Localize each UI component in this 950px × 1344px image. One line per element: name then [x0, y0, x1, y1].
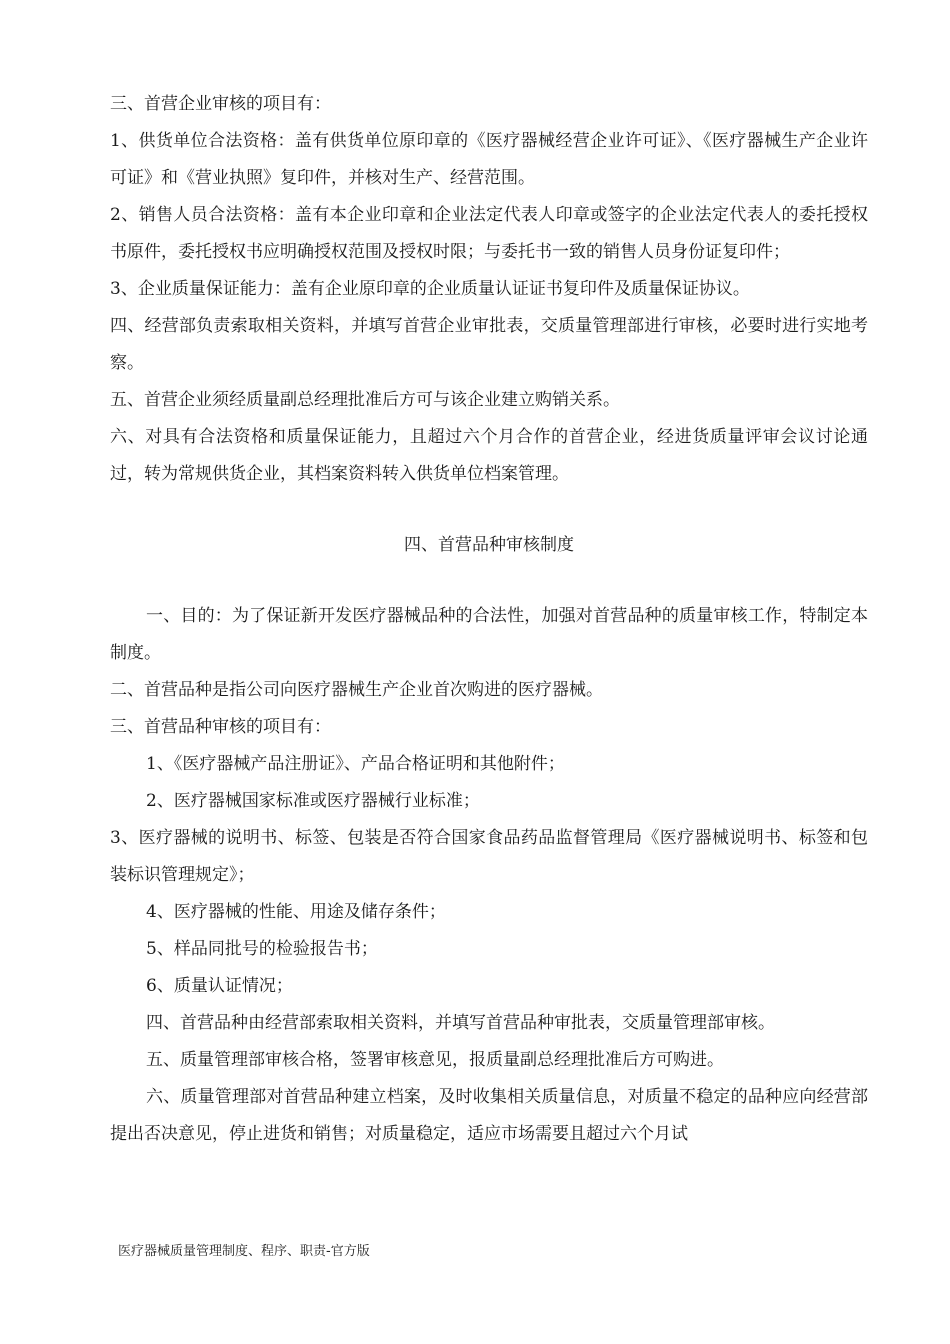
paragraph: 3、企业质量保证能力：盖有企业原印章的企业质量认证证书复印件及质量保证协议。: [110, 279, 750, 299]
list-item: 6、质量认证情况；: [146, 976, 293, 996]
paragraph: 三、首营企业审核的项目有：: [110, 94, 331, 114]
list-item: 3、医疗器械的说明书、标签、包装是否符合国家食品药品监督管理局《医疗器械说明书、标签和包装标识管理规定》；: [110, 828, 868, 885]
list-item: 5、样品同批号的检验报告书；: [146, 939, 378, 959]
paragraph: 五、质量管理部审核合格，签署审核意见，报质量副总经理批准后方可购进。: [146, 1050, 724, 1070]
document-body: [110, 86, 868, 1153]
list-item: 2、医疗器械国家标准或医疗器械行业标准；: [146, 791, 480, 811]
list-item: 4、医疗器械的性能、用途及储存条件；: [146, 902, 446, 922]
paragraph: 六、对具有合法资格和质量保证能力，且超过六个月合作的首营企业，经进货质量评审会议讨论通过，转为常规供货企业，其档案资料转入供货单位档案管理。: [110, 427, 868, 484]
section-heading: 四、首营品种审核制度: [404, 535, 574, 555]
paragraph: 四、首营品种由经营部索取相关资料，并填写首营品种审批表，交质量管理部审核。: [146, 1013, 775, 1033]
paragraph: 二、首营品种是指公司向医疗器械生产企业首次购进的医疗器械。: [110, 680, 603, 700]
paragraph: 四、经营部负责索取相关资料，并填写首营企业审批表，交质量管理部进行审核，必要时进行实地考察。: [110, 316, 868, 373]
paragraph: 一、目的：为了保证新开发医疗器械品种的合法性，加强对首营品种的质量审核工作，特制定本制度。: [110, 606, 868, 663]
paragraph: 五、首营企业须经质量副总经理批准后方可与该企业建立购销关系。: [110, 390, 620, 410]
paragraph: 六、质量管理部对首营品种建立档案，及时收集相关质量信息，对质量不稳定的品种应向经营部提出否决意见，停止进货和销售；对质量稳定，适应市场需要且超过六个月试: [110, 1087, 868, 1144]
paragraph: 三、首营品种审核的项目有：: [110, 717, 331, 737]
list-item: 1、《医疗器械产品注册证》、产品合格证明和其他附件；: [146, 754, 565, 774]
paragraph: 2、销售人员合法资格：盖有本企业印章和企业法定代表人印章或签字的企业法定代表人的委托授权书原件，委托授权书应明确授权范围及授权时限；与委托书一致的销售人员身份证复印件；: [110, 205, 868, 262]
page-footer: 医疗器械质量管理制度、程序、职责-官方版: [118, 1244, 370, 1259]
paragraph: 1、供货单位合法资格：盖有供货单位原印章的《医疗器械经营企业许可证》、《医疗器械生产企业许可证》和《营业执照》复印件，并核对生产、经营范围。: [110, 131, 868, 188]
